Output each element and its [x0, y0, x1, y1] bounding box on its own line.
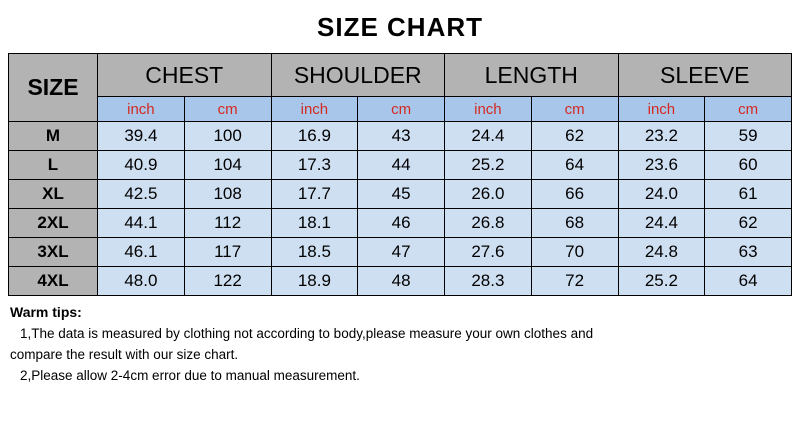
cell-2xl-sleeve-cm: 62	[705, 209, 792, 238]
cell-l-length-inch: 25.2	[445, 151, 532, 180]
cell-l-chest-inch: 40.9	[98, 151, 185, 180]
row-label-m: M	[9, 122, 98, 151]
cell-4xl-sleeve-cm: 64	[705, 267, 792, 296]
table-row	[9, 151, 792, 180]
unit-cell-shoulder-inch: inch	[271, 97, 358, 122]
cell-2xl-chest-inch: 44.1	[98, 209, 185, 238]
cell-l-sleeve-cm: 60	[705, 151, 792, 180]
cell-2xl-shoulder-inch: 18.1	[271, 209, 358, 238]
cell-m-shoulder-cm: 43	[358, 122, 445, 151]
cell-4xl-length-inch: 28.3	[445, 267, 532, 296]
table-row	[9, 267, 792, 296]
cell-3xl-sleeve-cm: 63	[705, 238, 792, 267]
cell-4xl-chest-cm: 122	[184, 267, 271, 296]
cell-m-length-cm: 62	[531, 122, 618, 151]
cell-xl-chest-cm: 108	[184, 180, 271, 209]
cell-4xl-shoulder-inch: 18.9	[271, 267, 358, 296]
row-label-l: L	[9, 151, 98, 180]
cell-3xl-chest-cm: 117	[184, 238, 271, 267]
cell-m-chest-cm: 100	[184, 122, 271, 151]
table-header-row-units	[9, 97, 792, 122]
header-cell-chest: CHEST	[98, 54, 272, 97]
row-label-2xl: 2XL	[9, 209, 98, 238]
cell-m-shoulder-inch: 16.9	[271, 122, 358, 151]
unit-cell-length-cm: cm	[531, 97, 618, 122]
cell-2xl-chest-cm: 112	[184, 209, 271, 238]
unit-cell-shoulder-cm: cm	[358, 97, 445, 122]
page-title: SIZE CHART	[317, 12, 483, 42]
table-row	[9, 238, 792, 267]
table-row	[9, 180, 792, 209]
cell-xl-sleeve-cm: 61	[705, 180, 792, 209]
cell-4xl-sleeve-inch: 25.2	[618, 267, 705, 296]
unit-cell-chest-inch: inch	[98, 97, 185, 122]
cell-3xl-length-cm: 70	[531, 238, 618, 267]
unit-cell-sleeve-inch: inch	[618, 97, 705, 122]
row-label-4xl: 4XL	[9, 267, 98, 296]
cell-l-length-cm: 64	[531, 151, 618, 180]
cell-l-sleeve-inch: 23.6	[618, 151, 705, 180]
size-chart-table-wrapper	[0, 53, 800, 296]
cell-2xl-length-inch: 26.8	[445, 209, 532, 238]
cell-3xl-sleeve-inch: 24.8	[618, 238, 705, 267]
cell-l-shoulder-cm: 44	[358, 151, 445, 180]
warm-tips-line-3: 2,Please allow 2-4cm error due to manual measurement.	[20, 367, 360, 383]
header-cell-size: SIZE	[9, 54, 98, 122]
cell-xl-shoulder-inch: 17.7	[271, 180, 358, 209]
cell-xl-length-cm: 66	[531, 180, 618, 209]
warm-tips-heading: Warm tips:	[10, 304, 82, 320]
header-cell-length: LENGTH	[445, 54, 619, 97]
header-cell-shoulder: SHOULDER	[271, 54, 445, 97]
cell-xl-length-inch: 26.0	[445, 180, 532, 209]
unit-cell-chest-cm: cm	[184, 97, 271, 122]
unit-cell-length-inch: inch	[445, 97, 532, 122]
cell-m-length-inch: 24.4	[445, 122, 532, 151]
cell-l-shoulder-inch: 17.3	[271, 151, 358, 180]
row-label-xl: XL	[9, 180, 98, 209]
cell-3xl-length-inch: 27.6	[445, 238, 532, 267]
cell-l-chest-cm: 104	[184, 151, 271, 180]
cell-xl-chest-inch: 42.5	[98, 180, 185, 209]
table-row	[9, 122, 792, 151]
unit-cell-sleeve-cm: cm	[705, 97, 792, 122]
cell-4xl-shoulder-cm: 48	[358, 267, 445, 296]
warm-tips-line-1: 1,The data is measured by clothing not according to body,please measure your own clothes and	[20, 325, 594, 341]
header-cell-sleeve: SLEEVE	[618, 54, 792, 97]
warm-tips-section	[0, 296, 800, 386]
table-row	[9, 209, 792, 238]
warm-tips-line-2: compare the result with our size chart.	[10, 346, 239, 362]
cell-2xl-length-cm: 68	[531, 209, 618, 238]
cell-xl-shoulder-cm: 45	[358, 180, 445, 209]
cell-3xl-shoulder-cm: 47	[358, 238, 445, 267]
size-chart-table	[8, 53, 792, 296]
cell-xl-sleeve-inch: 24.0	[618, 180, 705, 209]
cell-3xl-chest-inch: 46.1	[98, 238, 185, 267]
cell-4xl-chest-inch: 48.0	[98, 267, 185, 296]
cell-m-chest-inch: 39.4	[98, 122, 185, 151]
cell-2xl-shoulder-cm: 46	[358, 209, 445, 238]
cell-3xl-shoulder-inch: 18.5	[271, 238, 358, 267]
table-header-row-groups	[9, 54, 792, 97]
cell-m-sleeve-inch: 23.2	[618, 122, 705, 151]
cell-4xl-length-cm: 72	[531, 267, 618, 296]
cell-2xl-sleeve-inch: 24.4	[618, 209, 705, 238]
cell-m-sleeve-cm: 59	[705, 122, 792, 151]
row-label-3xl: 3XL	[9, 238, 98, 267]
